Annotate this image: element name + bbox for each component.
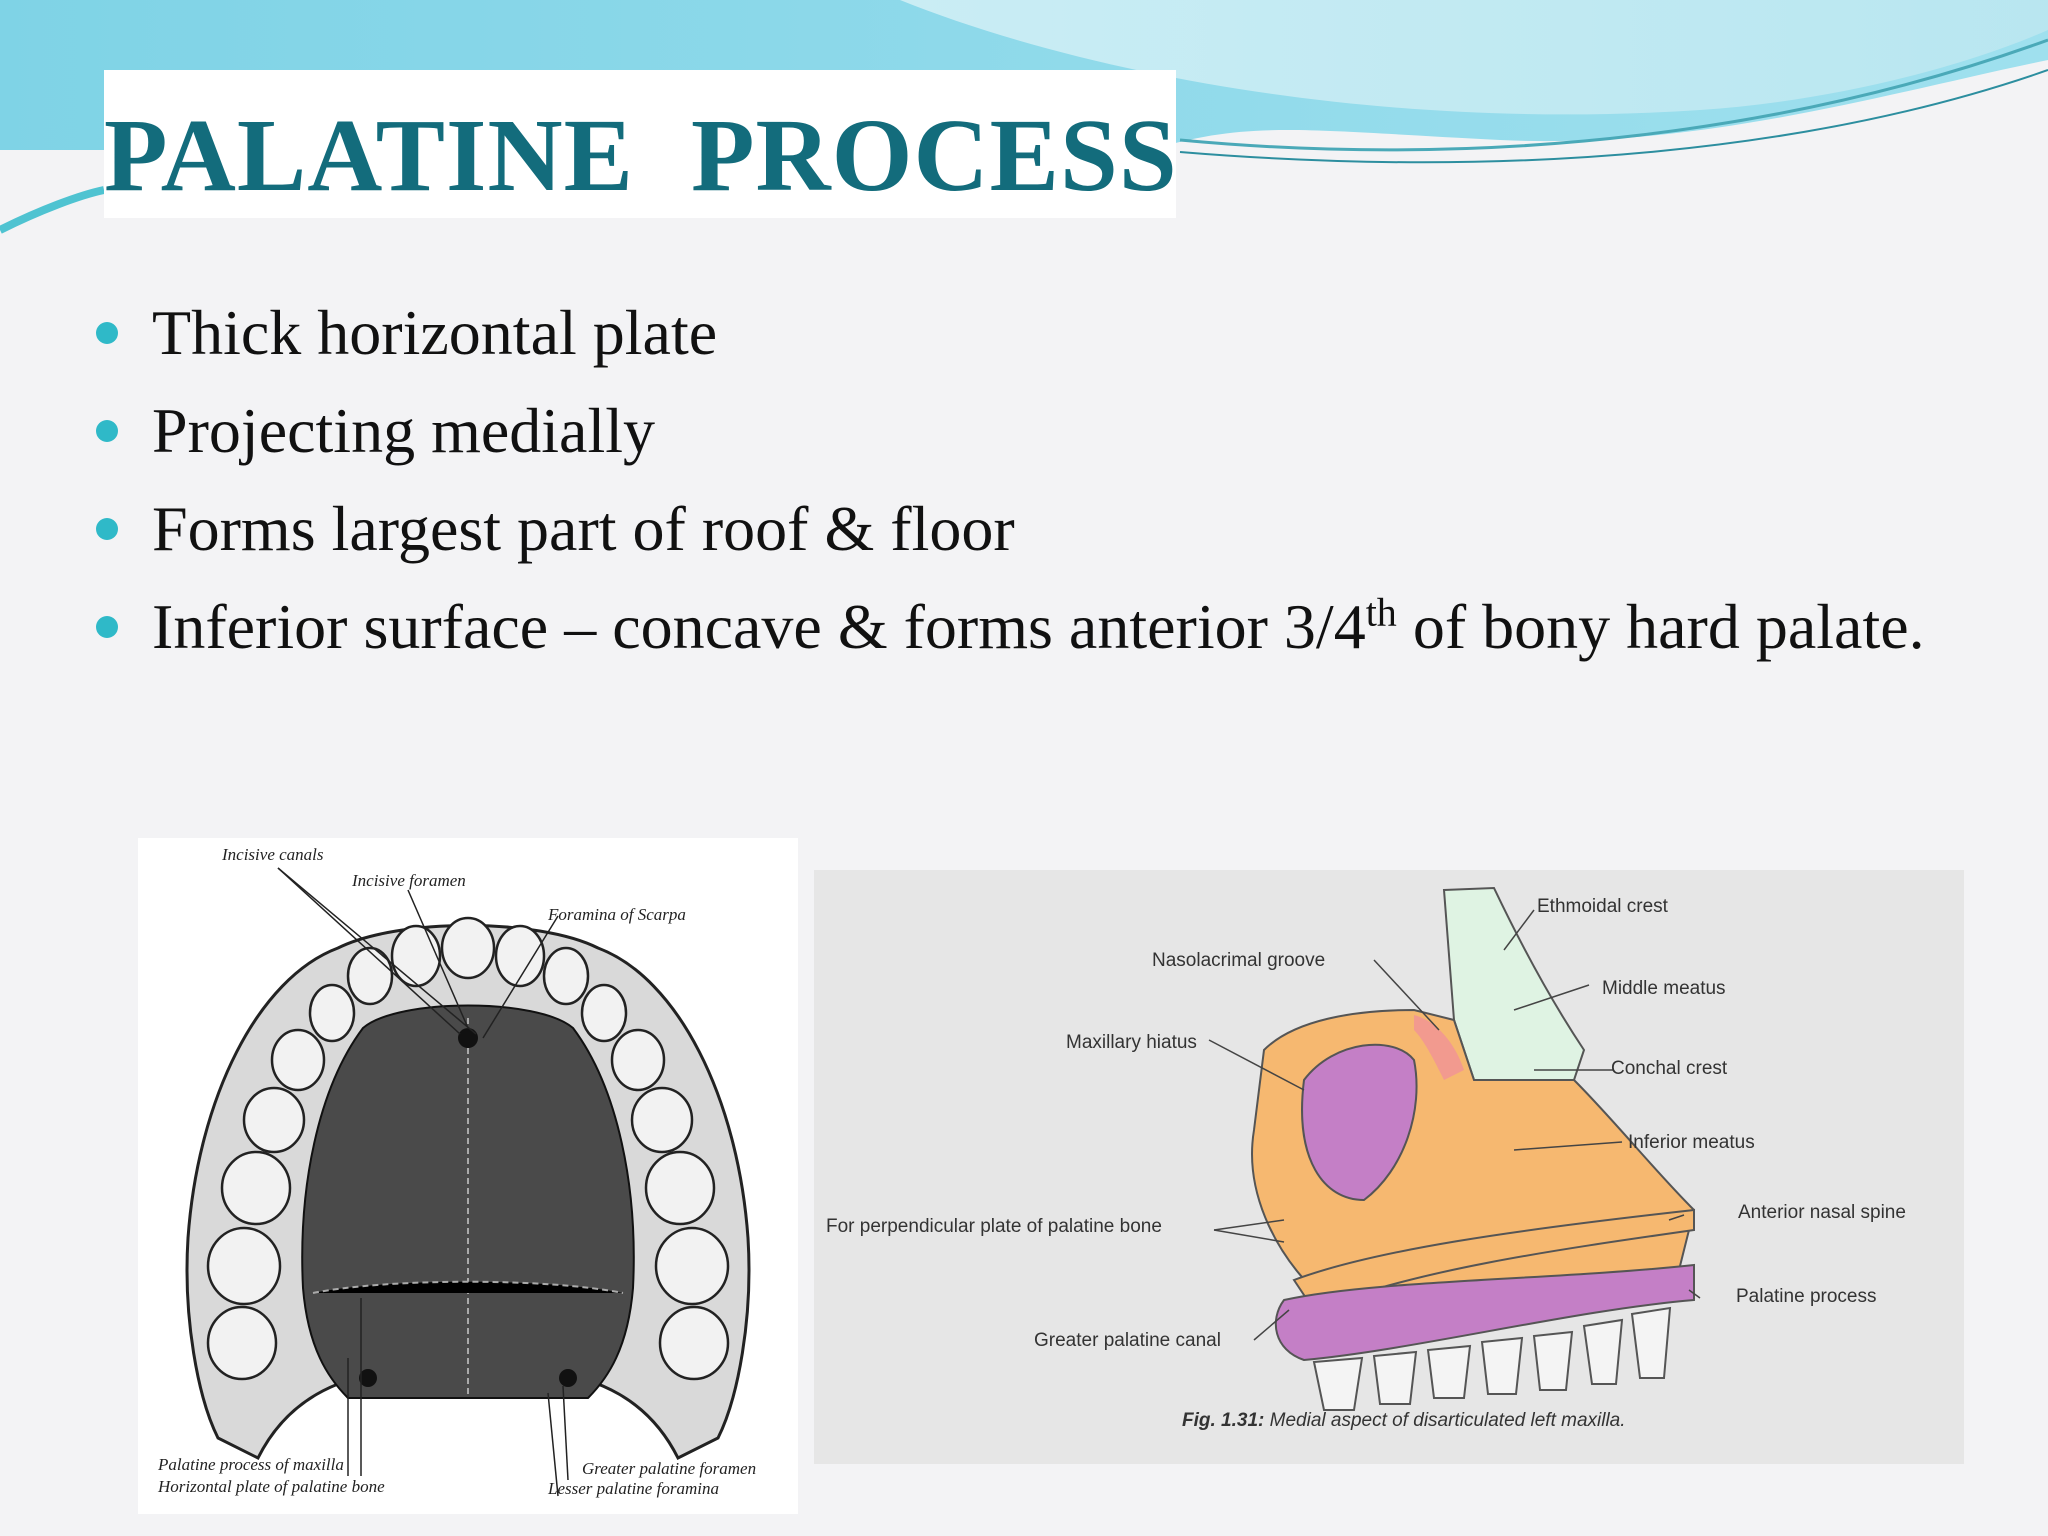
bullet-dot-icon	[96, 616, 118, 638]
maxilla-medial-drawing	[814, 870, 1964, 1464]
label-palatine-process-of-maxilla: Palatine process of maxilla	[158, 1455, 344, 1474]
label-conchal-crest: Conchal crest	[1611, 1058, 1728, 1079]
bullet-text: Forms largest part of roof & floor	[152, 493, 1015, 564]
label-foramina-of-scarpa: Foramina of Scarpa	[548, 905, 686, 924]
figure-caption-number: Fig. 1.31:	[1182, 1410, 1265, 1431]
figure-caption	[1182, 1410, 1626, 1431]
bullet-text: Projecting medially	[152, 395, 655, 466]
figure-caption-text: Medial aspect of disarticulated left maxilla.	[1264, 1410, 1626, 1431]
bullet-item	[96, 586, 1976, 668]
label-lesser-palatine-foramina: Lesser palatine foramina	[548, 1479, 719, 1498]
label-ethmoidal-crest: Ethmoidal crest	[1537, 896, 1668, 917]
bullet-dot-icon	[96, 518, 118, 540]
bullet-text: Thick horizontal plate	[152, 297, 718, 368]
bullet-dot-icon	[96, 322, 118, 344]
label-middle-meatus: Middle meatus	[1602, 978, 1726, 999]
bullet-item	[96, 488, 1976, 570]
bullet-text-continued: of bony hard palate.	[1396, 591, 1925, 662]
label-incisive-foramen: Incisive foramen	[352, 871, 466, 890]
bullet-item	[96, 292, 1976, 374]
label-inferior-meatus: Inferior meatus	[1628, 1132, 1755, 1153]
bullet-item	[96, 390, 1976, 472]
label-incisive-canals: Incisive canals	[222, 845, 324, 864]
label-palatine-process: Palatine process	[1736, 1286, 1877, 1307]
hard-palate-illustration	[138, 838, 798, 1514]
label-perpendicular-plate: For perpendicular plate of palatine bone	[826, 1216, 1162, 1237]
hard-palate-drawing	[138, 838, 798, 1514]
label-greater-palatine-canal: Greater palatine canal	[1034, 1330, 1221, 1351]
slide-title: PALATINE PROCESS	[104, 98, 1178, 213]
bullet-dot-icon	[96, 420, 118, 442]
label-maxillary-hiatus: Maxillary hiatus	[1066, 1032, 1197, 1053]
label-nasolacrimal-groove: Nasolacrimal groove	[1152, 950, 1326, 971]
label-anterior-nasal-spine: Anterior nasal spine	[1738, 1202, 1906, 1223]
label-horizontal-plate: Horizontal plate of palatine bone	[158, 1477, 385, 1496]
bullet-list	[96, 292, 1976, 684]
label-greater-palatine-foramen: Greater palatine foramen	[582, 1459, 757, 1478]
bullet-superscript: th	[1365, 589, 1397, 635]
bullet-text: Inferior surface – concave & forms anterior 3/4	[152, 591, 1366, 662]
maxilla-medial-aspect-illustration	[814, 870, 1964, 1464]
